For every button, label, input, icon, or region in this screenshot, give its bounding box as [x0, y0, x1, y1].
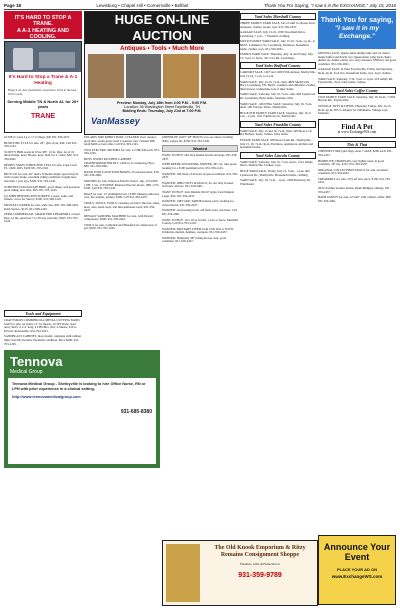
auction-preview: Preview: Monday, July 18th from 3:00 P.M. - 5:00 P.M. — [116, 101, 208, 105]
announce-title: Announce Your Event — [323, 542, 391, 562]
listing: VINTAGE TOYS & ITEMS, Thursday, Friday, July 14-15, 8a.m.-2p.m. 305 S. Atlantic St. Tullahoma. Vintage toys, furniture. — [318, 103, 392, 116]
listing: ZERO-COMMERCIAL GRADE PRO TREADMILL owned 8yrs; 12 mi, speed per 7 to 30 day warranty; $625. 931-703-1441. — [4, 212, 80, 224]
thanks-line2: "I saw it in my Exchange." — [334, 25, 380, 40]
listing: TOOLS for sale, Campbell and Hausfeld air compressor, 6 gal; $100. 931-703-1245. — [84, 222, 157, 231]
find-pet-url: at www.ExchangeWS.com — [337, 129, 377, 134]
column-2-listings — [84, 136, 160, 348]
trane-logo: TRANE — [30, 113, 56, 121]
listing: YARD SALE - MOVING SALE, Saturday, July 16, 7a.m. until; 100 Fairway Drive, Shelbyville. — [240, 101, 313, 110]
listing: WANTED: old pressing irons, old farm tools, sad irons. Call 931-359-2061. — [162, 208, 237, 216]
listing: YARD SALE, Saturday, July 16, 7a.m.-1pm, 904 Lynnwood Dr, Lewisburg. Baby items, furniture, misc. — [240, 92, 315, 100]
auction-title: HUGE ON-LINE AUCTION — [85, 12, 239, 44]
tennova-ad — [4, 350, 160, 468]
listing: MUZZLE LOADER for sale, with case, $95. 931-598-2461. Point Spruce, $125; 931-598-1245. — [4, 202, 80, 211]
listing: YARD SALE, Saturday, 7/16, 7a.m. to 1p.m. 218 Ashby Rd, Fayetteville. Toys, baby items, clothes. — [318, 76, 393, 85]
oldknook-title: The Old Knook Emporium & Ritzy Remains Consignment Shoppe — [214, 545, 306, 558]
listing: DISNEY SNOW WHITE BOX CELS for sale, Cape Coral FL. 1920-1925, $100 931-703-2321 — [4, 162, 77, 171]
oldknook-logo-image — [166, 544, 200, 602]
tennova-body: Tennova Medical Group - Shelbyville is looking to hire Office Nurse, RN or LPN with prior experience in a clinical setting. http://www.tennovamedicalgroup.com 931-685-8380 — [8, 378, 156, 464]
listing: GARAGE SALE, in West Fayetteville, Friday and Saturday, 8a.m.-2p.m. Tool box, household items, toys, boys' clothes. — [318, 67, 393, 75]
auction-sub: Antiques • Tools • Much More — [120, 46, 204, 52]
listing: TWO FAMILY YARD SALE, Saturday, July 16, 6a.m.-? 1004 Bryson Rd., Fayetteville. — [318, 94, 396, 103]
find-pet-ad — [318, 119, 396, 139]
heating-serving: Serving Middle TN & North AL for 20+ years — [7, 99, 79, 110]
listing: CRAFTSMAN COMMERCIAL METAL CUTTING BAND SAW for sale, on stand, 12" by means, 10 TPI blade, used once, $225. 2-1/4" long, 2 LBS/Box, $10; 2-Sheets, $10 to $15/set. Reasonable; 931-703-2321. — [4, 318, 80, 333]
oldknook-ad: The Old Knook Emporium & Ritzy Remains Consignment Shoppe Furniture, Gifts, & Home Decor! 931-359-9789 — [162, 540, 318, 606]
listing: WANTED: 1983 GMC TAHOE interior parts; looking for clean interior. 931-359-2437. — [162, 199, 234, 207]
listing: FAMILY YARD SALE, Thursday, July 14 and Friday, July 15, 7a.m. to 3p.m., 321 Cart Rd, Lewisburg. — [240, 52, 313, 60]
listing: GARAGE SALE, July 15-16, 1030 Woodland Drive, Lewisburg, 7 a.m. - ? Women's clothing. — [240, 30, 306, 38]
section-header-tools: Tools and Equipment — [4, 310, 82, 317]
heating-photo — [5, 42, 81, 72]
header-towns: Lewisburg • Chapel Hill • Cornersville • Belfast — [96, 2, 189, 8]
listing: WANTED: Old chest of drawers in good condition. 931-359-2437. — [162, 171, 238, 180]
listing: SCHWINN COLLEGIATE BIKE, good shape, self-powered, good riding; new tires, $65. 931-703-1245. — [4, 184, 81, 193]
announce-url: www.ExchangeWS.com — [331, 574, 383, 579]
page-number: Page 18 — [4, 2, 22, 8]
listing: HUGE YARD SALE, Friday, July 15, 7a.m. - 1p.m. 402 Lynnwood Dr., Shelbyville. Household items, clothing. — [240, 169, 310, 177]
listing: (2) JOHN BENSINGTON SURREY, 2 seats, paint, and wheels, cover for Surrey, $100. 931-598-1245. — [4, 193, 73, 202]
listing: HUSKY BICYCLE for sale, 26", girls style, $40. Call 931-359-1145. — [4, 140, 78, 149]
vanmassey-logo: VanMassey — [91, 116, 140, 126]
listing: YARD SALE, July 15 and 16, 7a.m.-3pm, 548 Mose Coll Rd, Belfast. Tools, clothes, baby items. — [240, 128, 312, 137]
listing: WANT TO BUY: 10 x 10 sq ft land, 1 acre or more, Marshall County. Call 931-703-1245. — [162, 217, 238, 226]
listing: HUGE 6TH FAMILY YARD SALE, Saturday, July 16, 6 a.m. - 2 p.m. 1911 Fairhaven Ln, Shelbyville. — [240, 110, 311, 119]
listing: CARPORT SALE, 1207 and 1209 Fifth Avenue, Shelbyville, July 15-16, 7 a.m. to 2 p.m. — [240, 70, 316, 78]
page-header — [4, 1, 396, 10]
tennova-logo: Tennova — [10, 354, 63, 369]
header-tagline: Thank You For Saying, "I saw it in the EXCHANGE," July 15, 2016 — [263, 2, 396, 8]
column-5-listings — [318, 52, 396, 532]
listing: YARD SALE, July 16, 7a.m. - 1p.m., 1000 Dunaway Dr, Winchester. — [240, 178, 311, 186]
heating-top-ad — [4, 11, 82, 39]
heating-top-line2: A A-1 HEATING AND COOLING. — [16, 27, 69, 39]
listing: 2 BENNETT 8KP gold rings, sizes 7 and 8, $200 each. 931-359-2437. — [318, 149, 393, 157]
section-header-this-that: This & That — [318, 141, 396, 148]
listing: YARD SALE, July 15-16, 7a.m.-3pm, 4800 Shelbyville Hwy, Lewisburg, TN. Men's, women's and children's clothes, mini mower, trampoline, lots of misc items. — [240, 79, 316, 91]
auction-ad — [84, 11, 240, 135]
oldknook-phone: 931-359-9789 — [238, 571, 282, 579]
listing: TREADMILL for sale, 25% off new price; $150. 931-703-2321. — [318, 176, 391, 185]
listing: DEWALT SANDING MACHINE for sale, with Dewalt compressor; $200. 931-359-2461. — [84, 213, 153, 222]
listing: MOTORS for sale, Emerson Electric motor, 1hp, 115/230V, 1 PH, 1.5A, 1725 RPM; Emerson Electric motor, 1HP, 1725, $100. Call 931-703-1245. — [84, 178, 160, 191]
column-4-listings — [240, 11, 316, 536]
listing: YARD SALE, Saturday, July 16, 7a.m.-2p.m., 1212 Maple Drive, Shelbyville. Clothes, toys. — [240, 159, 313, 168]
listing: SANDBLAST CABINET, floor model, complete with cabinet light; Sand & Vacuum. Excellent condition. Price $200. 931-703-1245. — [4, 334, 82, 346]
listing: BICYCLE for sale, 26" men's Schwinn single speed bicycle with coaster brake, excellent riding condition; bought new, less than 1 year ago, $100. 931-703-1245. — [4, 171, 79, 183]
auction-photos — [85, 54, 239, 98]
listing: WANT TO BUY: Jack Daniels Old #7 signs; Jack Daniels Lager, $50. 931-359-2437. — [162, 189, 234, 198]
listing: SCOTT'S HDR seeds in USA, $8+. 10 in. files; lot of 19 mixed mugs; keys; Books; keys, mail for 3, cutter, $20. 931-359-2061 — [4, 149, 79, 161]
listing: GUDE (C) size Lg 2, 17 xl mugs, $20 931-359-2437 — [4, 136, 70, 139]
find-pet-title: Find A Pet — [341, 122, 373, 131]
section-header-yard-bedford: Yard Sales Bedford County — [240, 62, 316, 69]
listing: HAND TOOLS AND TOOLBOXES, all assorted sizes, $10; 931-359-2061. — [84, 169, 160, 178]
auction-closing: Bidding Ends: Thursday, July 21st at 7:00 P.M. — [122, 109, 202, 113]
listing: ESTATE YARD SALE, 508 Rose Creek Rd., Shelbyville. July 15, 16, 7a.m.-3p.m. Furniture, appliances, kitchen and household items. — [240, 138, 313, 150]
tennova-sub: Medical Group — [10, 369, 43, 375]
listing: THREE FAMILY YARD SALE, lots of stuff to choose from, Antiques, clothes, books, toys. 931-359-2437. — [240, 21, 316, 29]
listing: BOAT for sale, 12' aluminum boat, 16 HP Johnson outboard, oars, life jackets, anchor; $300. Call 931-359-2437. — [84, 191, 160, 200]
section-header-yard-franklin: Yard Sales Franklin County — [240, 121, 316, 128]
heating-big-ad: It's Hard to Stop a Trane & A-1 Heating Bring it on. Any installation. Anywhere. Even in the heat. We're ready. Serving Middle TN & North AL for 20+ years TRANE — [4, 41, 82, 133]
listing: TWO ELECTRIC MOTORS for sale, 1/2 HP, $40 each. 931-359-1245. — [84, 147, 160, 156]
listing: JOHN DEERE 4100 RIDING MOWER, 48" cut, runs good; looking for a $100 premium price. 931-359-1145. — [162, 162, 237, 170]
listing: TOOLS, TOOLS, TOOLS, cleaning out barn. Shovels, rakes, hoes, axes, hand tools, and miscellaneous tools; 931-359-2437. — [84, 200, 160, 213]
listing: BATH VANITY for sale, 22"x49" with cabinet, white, $80. 931-359-2461. — [318, 195, 392, 203]
tools-section — [4, 308, 82, 348]
listing: ORIGINAL COLLECTIBLE DOLLS for sale, excellent condition; 931-359-2061. — [318, 167, 388, 176]
listing: WANTED: MILITARY ITEMS from Civil War to WWII. Uniforms, medals, helmets, weapons. 931-359-2437. — [162, 226, 234, 235]
listing: WANTED: OHIO TOYS & DOLLS, for our lady in need, both new and use. 931-359-2461. — [162, 180, 234, 189]
heating-big-title: It's Hard to Stop a Trane & A-1 Heating — [8, 75, 78, 86]
column-1-listings — [4, 136, 82, 306]
listing: MOVING SALE, Queen Anne dining table and six chairs; maple buffet and hutch; two Queen Anne wing back chairs; dinner set, dinner plates; two story dressers; $500/set, All good condition. 931-359-2061. — [318, 52, 396, 66]
listing: BUSY OVERS KITCHEN CABINET TRANSFORMATION KIT, 1,000 sq ft countertops 8yrs, $80. 931-359-2061. — [84, 156, 155, 169]
listing: HOMELITE CHAINSAW, very lightly used, in good condition, 18" bar. $125. 931-359-2437. — [318, 158, 384, 167]
announce-ad — [318, 535, 396, 605]
listing: GREENLEE 16207 3/8" BOLTS; two-sn cutters; holding drills; square bit; $150; 931-703-1245. — [162, 136, 233, 143]
column-3-listings — [162, 136, 238, 341]
heating-top-line1: IT'S HARD TO STOP A TRANE. — [14, 15, 72, 28]
thank-you-banner — [318, 11, 396, 49]
auction-location: Location: 36 Washington Street Fayetteville, TN — [124, 105, 200, 109]
listing: POLARIS 5000 ROBOT POOL CLEANER, Pool cleaner; great unit, works great; used 2 seasons; new cleaners 800 retail $400 or best offer. Call 931-359-1145. — [84, 136, 157, 147]
thanks-line1: Thank You for saying, — [320, 17, 394, 24]
section-header-wanted: Wanted — [162, 145, 238, 152]
listing: OLD watches around, Rolex, Patek Philippe, Omega. 931-359-2437. — [318, 186, 391, 194]
tennova-phone: 931-685-8380 — [120, 408, 152, 415]
section-header-yard-lincoln: Yard Sales Lincoln County — [240, 152, 316, 159]
announce-sub: PLACE YOUR AD ON — [336, 567, 377, 572]
listing: MULTI FAMILY YARD SALE, July 15-16, 7a.m.-1 p.m., at 600 E. Commerce St., Lewisburg. Furniture, household items, clothes, toys. 931-359-2061. — [240, 39, 315, 51]
listing: WANT TO BUY: Old Jack Daniel bottles and jugs. 931-359-2437. — [162, 153, 238, 161]
section-header-yard-marshall: Yard Sales Marshall County — [240, 13, 316, 20]
section-header-yard-coffee: Yard Sales Coffee County — [318, 87, 396, 94]
listing: WANTED: Simplicity 48" riding mower, belt, good condition. 931-359-2437. — [162, 235, 227, 244]
